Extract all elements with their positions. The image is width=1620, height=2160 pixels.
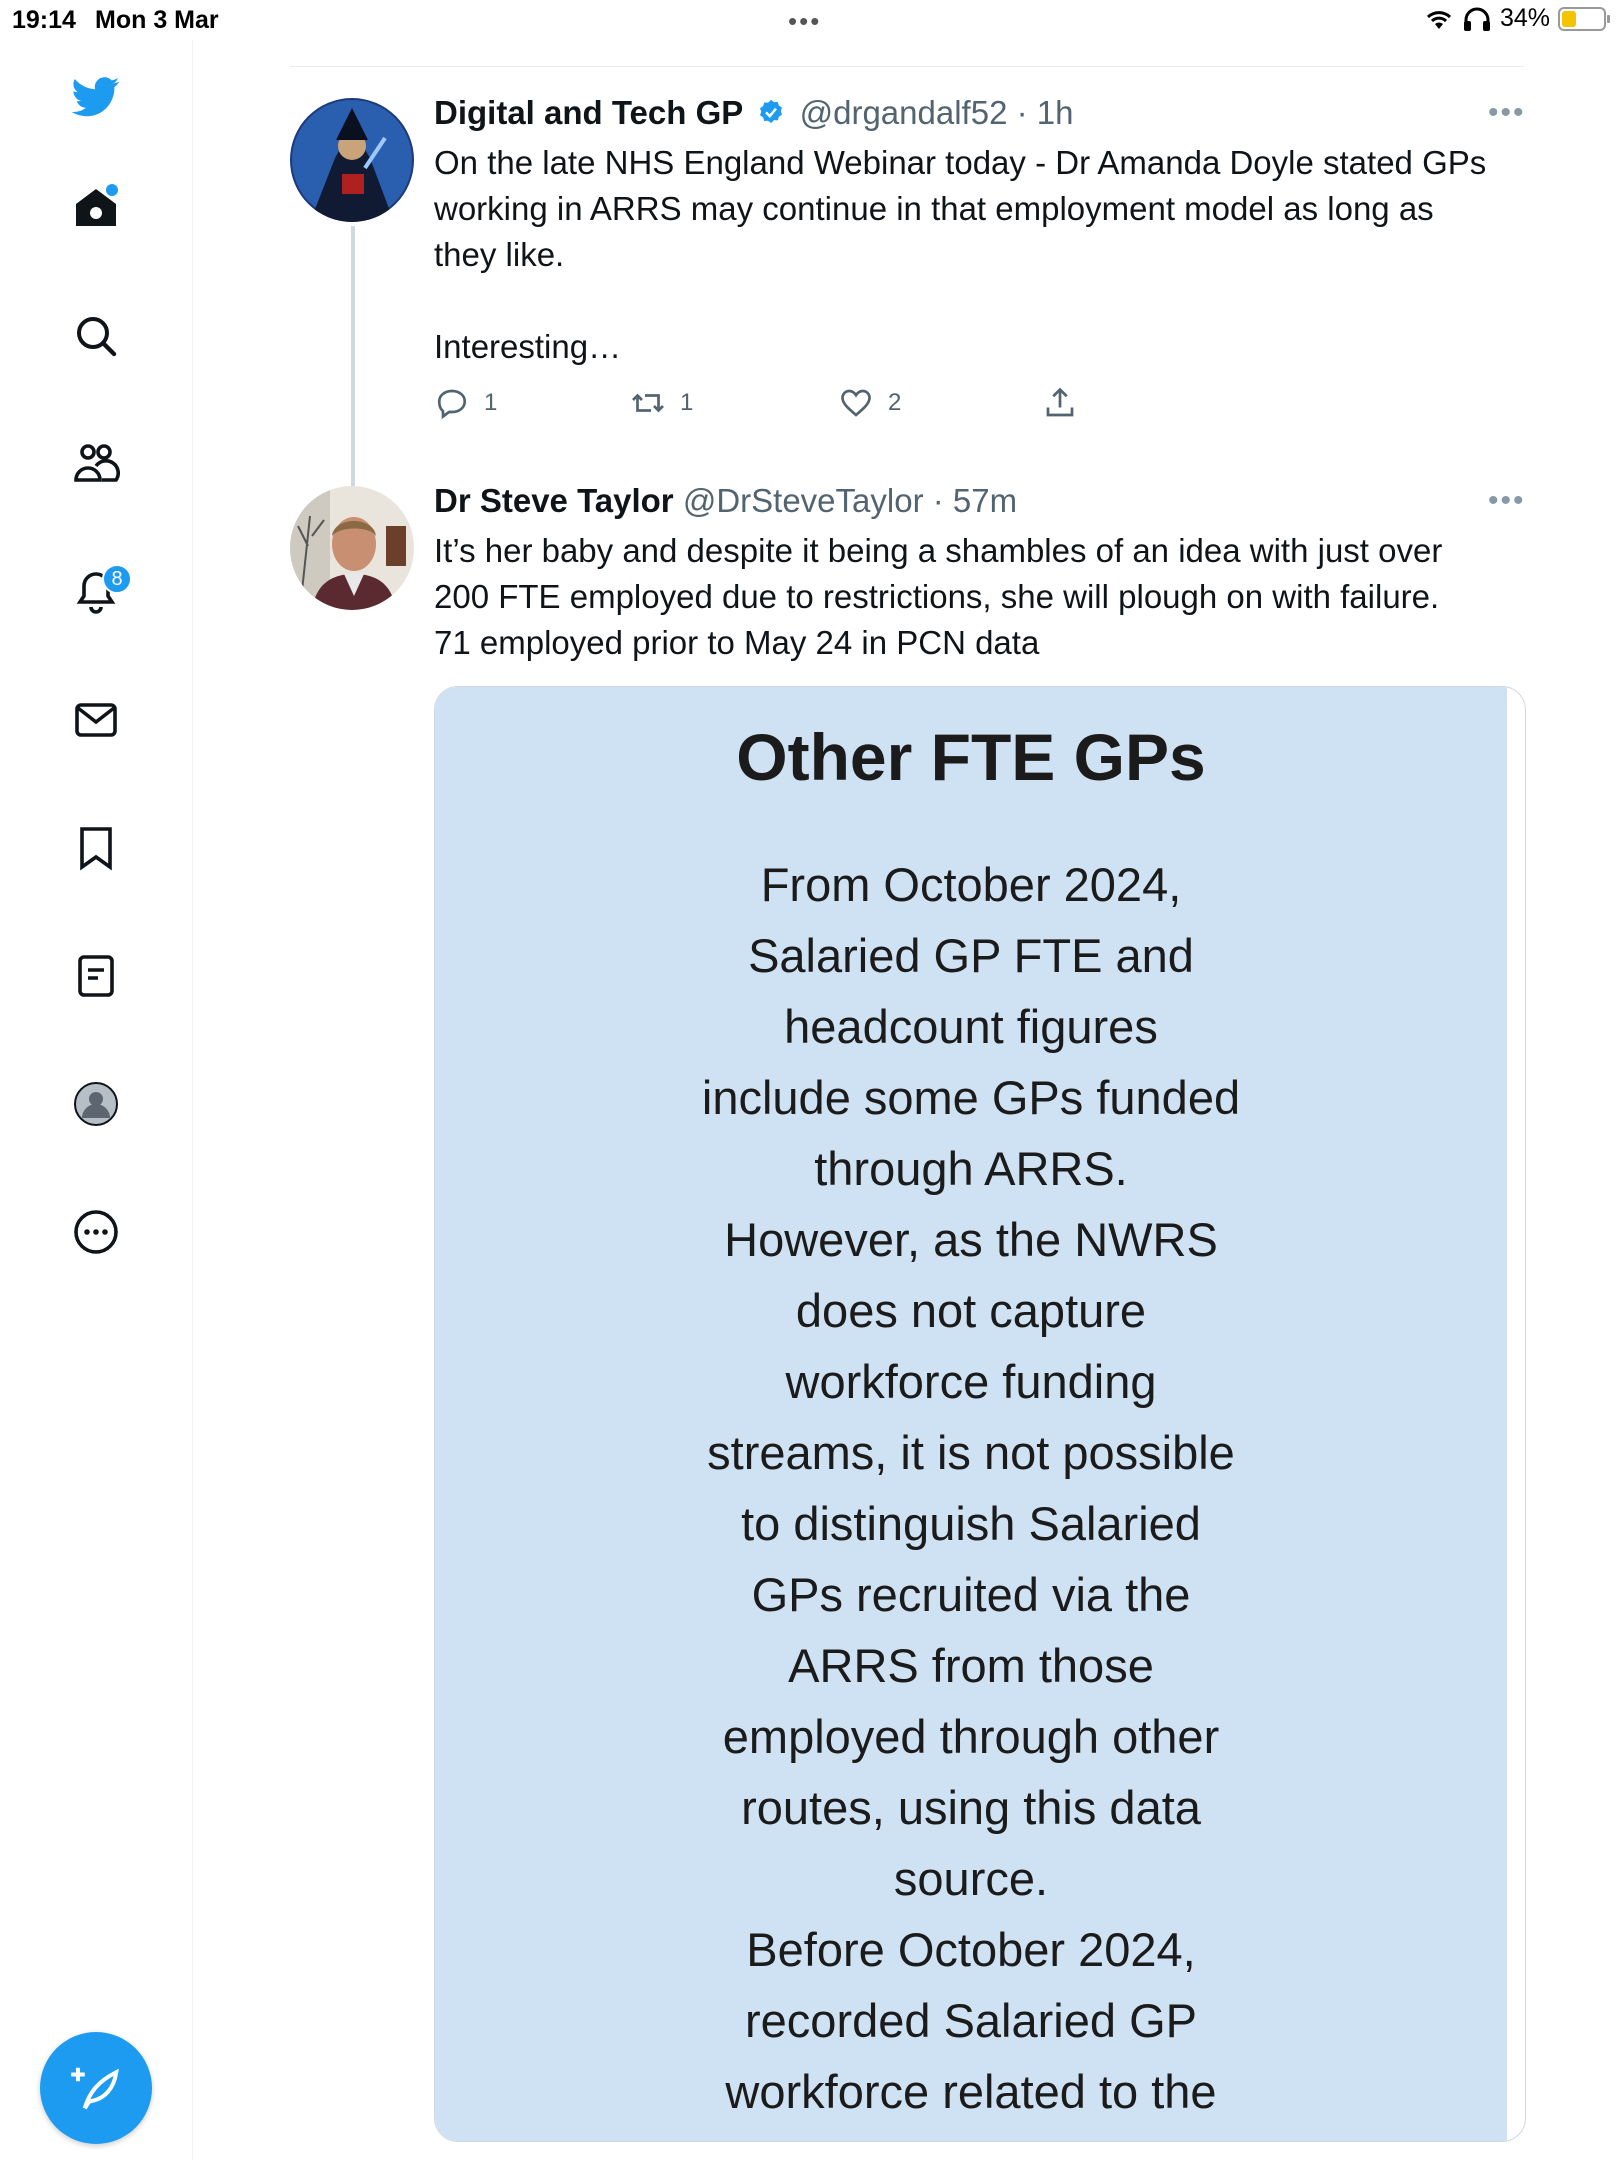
notifications-badge: 8	[102, 564, 132, 594]
status-bar	[0, 0, 1620, 40]
wifi-icon	[1424, 7, 1454, 31]
tweet-1-header	[434, 94, 1073, 132]
media-line: employed through other	[722, 1710, 1220, 1763]
tweet-2-line: 200 FTE employed due to restrictions, she will plough on with failure.	[434, 578, 1440, 615]
retweet-button[interactable]	[630, 385, 693, 421]
compose-feather-icon	[69, 2061, 123, 2115]
tweet-2-time: · 57m	[932, 482, 1018, 519]
timeline-divider	[290, 66, 1524, 67]
heart-icon	[838, 385, 874, 421]
like-count: 2	[888, 389, 902, 416]
reply-count: 1	[484, 389, 498, 416]
twitter-logo-icon[interactable]	[60, 60, 132, 132]
media-line: does not capture	[795, 1284, 1147, 1337]
media-line: source.	[893, 1852, 1049, 1905]
tweet-1-line: Interesting…	[434, 328, 622, 365]
media-line: recorded Salaried GP	[745, 1994, 1197, 2047]
media-line: to distinguish Salaried	[741, 1497, 1201, 1550]
notifications-icon[interactable]	[60, 556, 132, 628]
reply-icon	[434, 385, 470, 421]
media-line: GPs recruited via the	[751, 1568, 1191, 1621]
media-line: From October 2024,	[760, 858, 1182, 911]
tweet-1-text	[434, 140, 1524, 370]
tweet-1-line: On the late NHS England Webinar today - Dr Amanda Doyle stated GPs	[434, 144, 1487, 181]
media-line: routes, using this data	[741, 1781, 1201, 1834]
battery-percent: 34%	[1499, 4, 1550, 32]
media-line: workforce funding	[785, 1355, 1157, 1408]
messages-icon[interactable]	[60, 684, 132, 756]
bookmarks-icon[interactable]	[60, 812, 132, 884]
retweet-count: 1	[680, 389, 694, 416]
tweet-1-actions	[434, 385, 1134, 435]
thread-connector	[351, 226, 355, 486]
communities-icon[interactable]	[60, 428, 132, 500]
verified-badge-icon	[756, 98, 786, 128]
tweet-2-line: It’s her baby and despite it being a shambles of an idea with just over	[434, 532, 1443, 569]
like-button[interactable]	[838, 385, 901, 421]
tweet-2-header	[434, 482, 1017, 520]
media-line: workforce related to the	[725, 2065, 1217, 2118]
media-image-content	[435, 687, 1507, 2141]
home-unread-dot	[106, 184, 118, 196]
headphones-icon	[1462, 6, 1492, 32]
media-title: Other FTE GPs	[736, 720, 1206, 794]
media-line: Before October 2024,	[746, 1923, 1196, 1976]
battery-icon	[1558, 7, 1606, 31]
profile-avatar-icon[interactable]	[60, 1068, 132, 1140]
search-icon[interactable]	[60, 300, 132, 372]
media-line: through ARRS.	[814, 1142, 1128, 1195]
tweet-1-line: they like.	[434, 236, 565, 273]
media-line: Salaried GP FTE and	[748, 929, 1194, 982]
tweet-2-handle[interactable]: @DrSteveTaylor	[682, 482, 924, 519]
status-right	[1424, 4, 1606, 33]
status-date: Mon 3 Mar	[95, 6, 219, 34]
media-line: include some GPs funded	[701, 1071, 1241, 1124]
multitasking-dots-icon[interactable]: •••	[788, 6, 822, 36]
lists-icon[interactable]	[60, 940, 132, 1012]
reply-button[interactable]	[434, 385, 497, 421]
status-time: 19:14	[12, 6, 76, 34]
tweet-1-time: · 1h	[1016, 94, 1074, 131]
tweet-1-avatar[interactable]	[290, 98, 414, 222]
media-body	[435, 849, 1507, 2127]
media-line: ARRS from those	[788, 1639, 1154, 1692]
more-options-icon[interactable]	[60, 1196, 132, 1268]
tweet-2-media-image[interactable]	[434, 686, 1526, 2142]
tweet-2-text	[434, 528, 1524, 666]
media-line: However, as the NWRS	[724, 1213, 1218, 1266]
tweet-2-more-icon[interactable]: •••	[1488, 484, 1526, 517]
media-line: headcount figures	[784, 1000, 1158, 1053]
share-button[interactable]	[1042, 385, 1078, 421]
share-icon	[1042, 385, 1078, 421]
tweet-1-author-name[interactable]: Digital and Tech GP	[434, 94, 744, 131]
tweet-2-author-name[interactable]: Dr Steve Taylor	[434, 482, 674, 519]
home-icon[interactable]	[60, 172, 132, 244]
tweet-1-line-blank	[434, 278, 1524, 324]
tweet-1-line: working in ARRS may continue in that employment model as long as	[434, 190, 1434, 227]
media-line: streams, it is not possible	[707, 1426, 1235, 1479]
tweet-2-line: 71 employed prior to May 24 in PCN data	[434, 624, 1040, 661]
tweet-2-avatar[interactable]	[290, 486, 414, 610]
retweet-icon	[630, 385, 666, 421]
compose-tweet-button[interactable]	[40, 2032, 152, 2144]
tweet-1-handle[interactable]: @drgandalf52	[799, 94, 1008, 131]
tweet-1-more-icon[interactable]: •••	[1488, 96, 1526, 129]
sidebar	[0, 40, 193, 2160]
